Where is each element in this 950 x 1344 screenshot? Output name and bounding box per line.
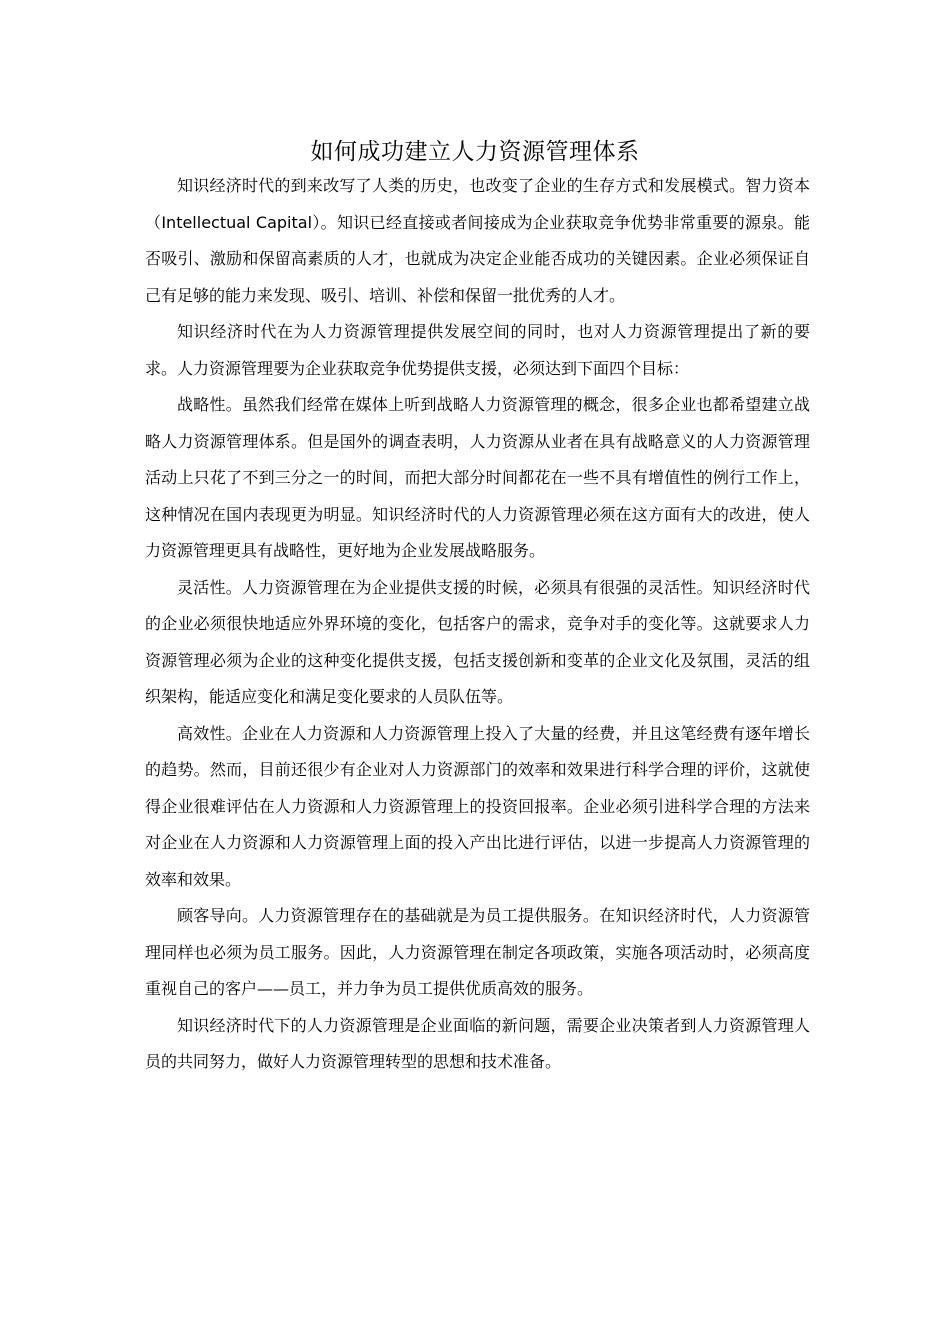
paragraph-flexibility: 灵活性。人力资源管理在为企业提供支援的时候，必须具有很强的灵活性。知识经济时代的企业必须很快地适应外界环境的变化，包括客户的需求，竞争对手的变化等。这就要求人力资源管理必须为企业的这种变化提供支援，包括支援创新和变革的企业文化及氛围，灵活的组织架构，能适应变化和满足变化要求的人员队伍等。 <box>145 577 810 706</box>
paragraph-strategic: 战略性。虽然我们经常在媒体上听到战略人力资源管理的概念，很多企业也都希望建立战略人力资源管理体系。但是国外的调查表明，人力资源从业者在具有战略意义的人力资源管理活动上只花了不到三分之一的时间，而把大部分时间都花在一些不具有增值性的例行工作上，这种情况在国内表现更为明显。知识经济时代的人力资源管理必须在这方面有大的改进，使人力资源管理更具有战略性，更好地为企业发展战略服务。 <box>145 395 810 560</box>
paragraph-conclusion: 知识经济时代下的人力资源管理是企业面临的新问题，需要企业决策者到人力资源管理人员的共同努力，做好人力资源管理转型的思想和技术准备。 <box>145 1015 810 1071</box>
paragraph-intro <box>145 168 810 314</box>
paragraph-requirements: 知识经济时代在为人力资源管理提供发展空间的同时，也对人力资源管理提出了新的要求。人力资源管理要为企业获取竞争优势提供支援，必须达到下面四个目标： <box>145 322 810 378</box>
paragraph-efficiency: 高效性。企业在人力资源和人力资源管理上投入了大量的经费，并且这笔经费有逐年增长的趋势。然而，目前还很少有企业对人力资源部门的效率和效果进行科学合理的评价，这就使得企业很难评估在人力资源和人力资源管理上的投资回报率。企业必须引进科学合理的方法来对企业在人力资源和人力资源管理上面的投入产出比进行评估，以进一步提高人力资源管理的效率和效果。 <box>145 723 810 889</box>
paragraph-intro-latin-term: Intellectual Capital <box>161 212 313 232</box>
document-title: 如何成功建立人力资源管理体系 <box>310 139 640 165</box>
paragraph-intro-part1: 知识经济时代的到来改写了人类的历史，也改变了企业的生存方式和发展模式。智力资本（ <box>145 176 810 232</box>
paragraph-intro-part2: ）。知识已经直接或者间接成为企业获取竞争优势非常重要的源泉。能否吸引、激励和保留高素质的人才，也就成为决定企业能否成功的关键因素。企业必须保证自己有足够的能力来发现、吸引、培训、补偿和保留一批优秀的人才。 <box>145 212 810 305</box>
document-body <box>145 168 810 1081</box>
paragraph-customer-orientation: 顾客导向。人力资源管理存在的基础就是为员工提供服务。在知识经济时代，人力资源管理同样也必须为员工服务。因此，人力资源管理在制定各项政策，实施各项活动时，必须高度重视自己的客户——员工，并力争为员工提供优质高效的服务。 <box>145 906 810 998</box>
